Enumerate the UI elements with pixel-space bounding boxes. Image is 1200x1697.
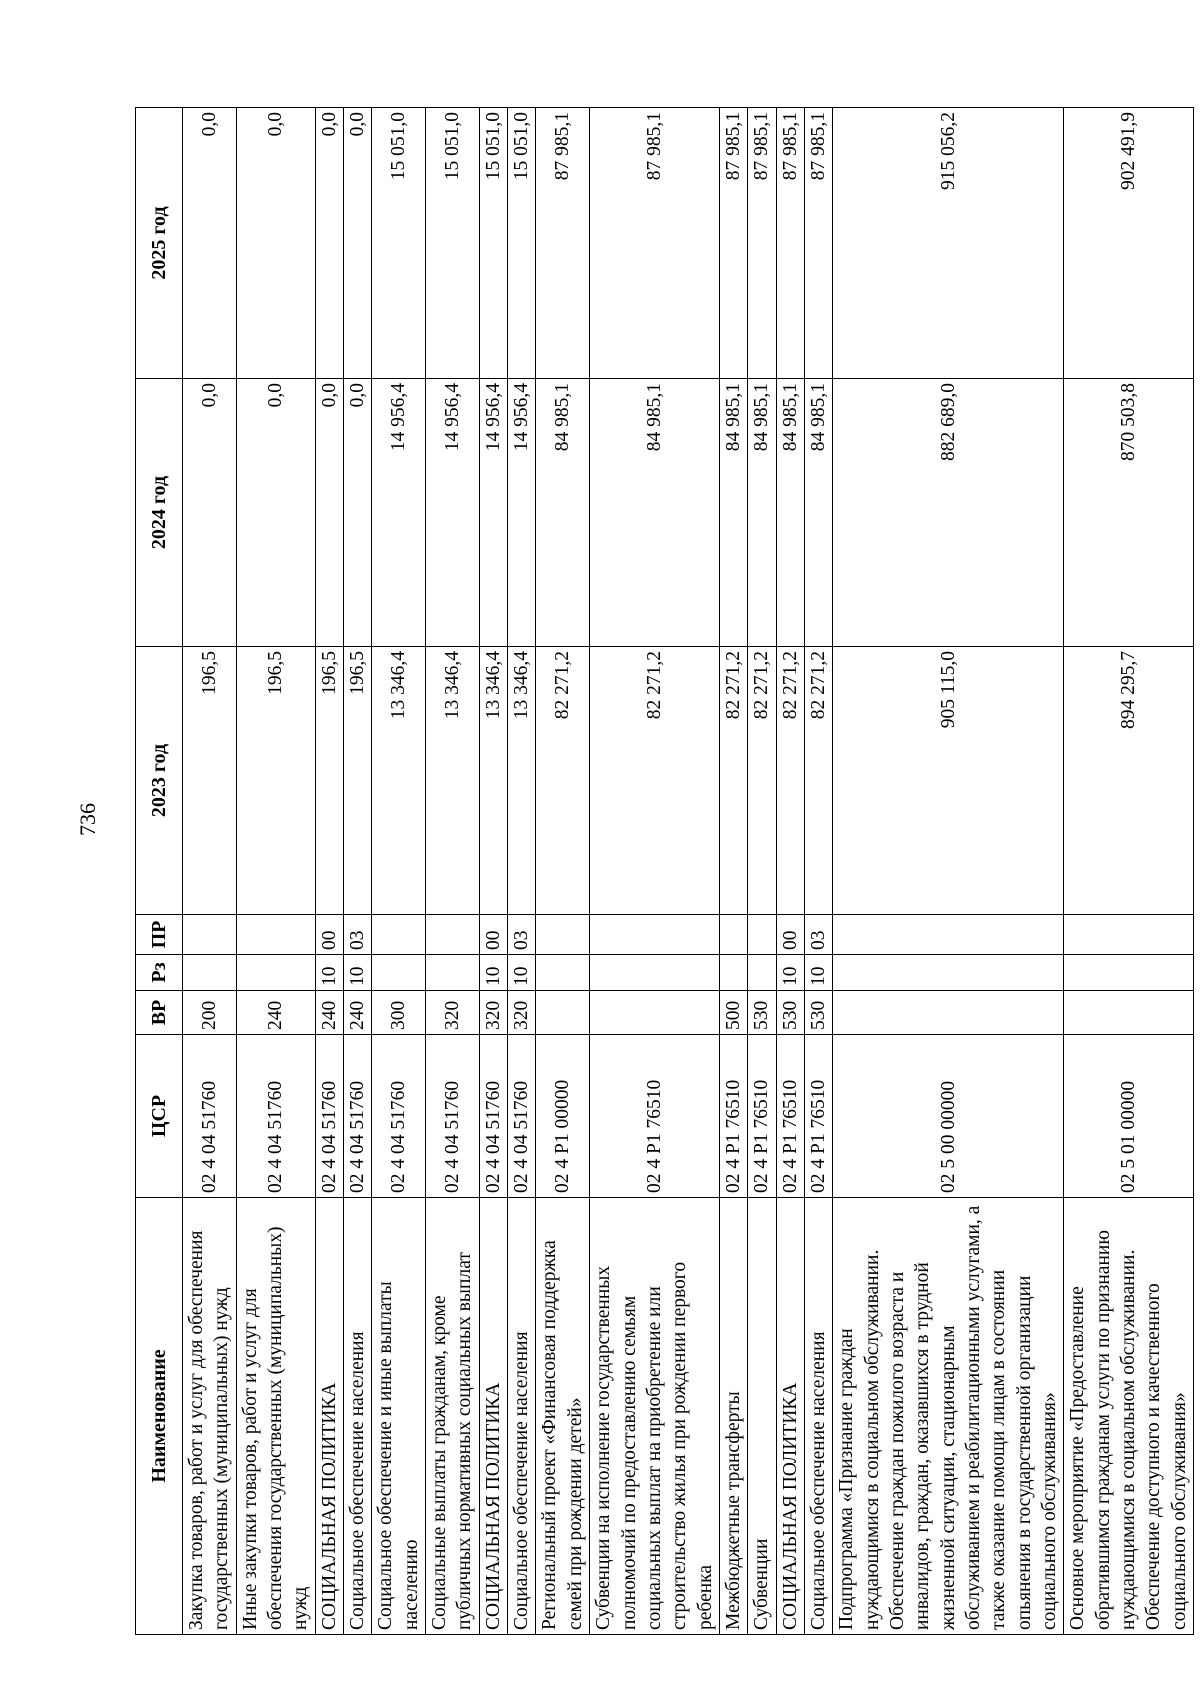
column-pr-header: ПР [136,915,183,955]
column-2023-header: 2023 год [136,647,183,915]
table-row [719,108,747,1635]
value-2023: 82 271,2 [536,647,590,915]
table-body [183,108,1194,1635]
value-2025: 87 985,1 [536,108,590,379]
row-csr: 02 4 Р1 76510 [590,1035,720,1198]
value-2023: 905 115,0 [833,647,1064,915]
value-2024: 84 985,1 [776,379,804,647]
row-pr [183,915,237,955]
row-name: Подпрограмма «Признание граждан нуждающимися в социальном обслуживании. Обеспечение граждан пожилого возраста и инвалидов, граждан, оказавшихся в трудной жизненной ситуации, стационарным обслуживанием и реабилитационными услугами, а также оказание помощи лицам в состоянии опьянения в государственной организации социального обслуживания» [833,1198,1064,1635]
row-csr: 02 4 Р1 76510 [719,1035,747,1198]
value-2024: 84 985,1 [748,379,776,647]
value-2025: 87 985,1 [776,108,804,379]
row-rz [1064,955,1194,991]
value-2024: 84 985,1 [719,379,747,647]
value-2024: 882 689,0 [833,379,1064,647]
table-row [479,108,507,1635]
row-vr: 530 [804,991,832,1035]
row-name: Основное мероприятие «Предоставление обратившимся гражданам услуги по признанию нуждающимися в социальном обслуживании. Обеспечение доступного и качественного социального обслуживания» [1064,1198,1194,1635]
value-2024: 84 985,1 [590,379,720,647]
table-row [315,108,343,1635]
row-csr: 02 4 04 51760 [315,1035,343,1198]
table-row [183,108,237,1635]
column-2025-header: 2025 год [136,108,183,379]
value-2024: 14 956,4 [372,379,426,647]
value-2023: 894 295,7 [1064,647,1194,915]
value-2024: 14 956,4 [479,379,507,647]
value-2024: 14 956,4 [508,379,536,647]
column-name-header: Наименование [136,1198,183,1635]
row-vr [590,991,720,1035]
row-name: Социальное обеспечение населения [344,1198,372,1635]
row-csr: 02 4 04 51760 [426,1035,480,1198]
value-2023: 196,5 [236,647,315,915]
row-rz [183,955,237,991]
value-2025: 915 056,2 [833,108,1064,379]
row-name: Субвенции на исполнение государственных полномочий по предоставлению семьям социальных выплат на приобретение или строительство жилья при рождении первого ребенка [590,1198,720,1635]
row-vr: 200 [183,991,237,1035]
row-rz: 10 [344,955,372,991]
table-row [236,108,315,1635]
row-name: Межбюджетные трансферты [719,1198,747,1635]
row-vr: 320 [426,991,480,1035]
row-name: СОЦИАЛЬНАЯ ПОЛИТИКА [776,1198,804,1635]
value-2025: 15 051,0 [479,108,507,379]
row-pr [833,915,1064,955]
row-vr: 300 [372,991,426,1035]
value-2025: 902 491,9 [1064,108,1194,379]
row-csr: 02 4 Р1 76510 [776,1035,804,1198]
row-rz [719,955,747,991]
row-name: Социальное обеспечение населения [804,1198,832,1635]
row-vr: 320 [508,991,536,1035]
value-2023: 82 271,2 [590,647,720,915]
row-rz: 10 [479,955,507,991]
row-pr: 00 [315,915,343,955]
value-2024: 84 985,1 [536,379,590,647]
table-row [344,108,372,1635]
table-row [426,108,480,1635]
table-row [833,108,1064,1635]
value-2023: 13 346,4 [508,647,536,915]
value-2023: 196,5 [315,647,343,915]
page-number: 736 [75,803,100,836]
row-vr: 500 [719,991,747,1035]
value-2023: 82 271,2 [748,647,776,915]
row-vr: 320 [479,991,507,1035]
row-csr: 02 4 04 51760 [372,1035,426,1198]
row-vr: 530 [748,991,776,1035]
value-2025: 0,0 [315,108,343,379]
table-row [508,108,536,1635]
row-pr: 00 [776,915,804,955]
budget-table [135,107,1194,1635]
row-rz [590,955,720,991]
row-csr: 02 5 00 00000 [833,1035,1064,1198]
row-pr [1064,915,1194,955]
table-row [776,108,804,1635]
column-vr-header: ВР [136,991,183,1035]
row-rz [236,955,315,991]
row-rz [426,955,480,991]
row-csr: 02 4 Р1 00000 [536,1035,590,1198]
row-name: Региональный проект «Финансовая поддержка семей при рождении детей» [536,1198,590,1635]
row-rz [372,955,426,991]
row-vr: 530 [776,991,804,1035]
column-rz-header: Рз [136,955,183,991]
value-2024: 0,0 [183,379,237,647]
table-row [804,108,832,1635]
row-name: Иные закупки товаров, работ и услуг для обеспечения государственных (муниципальных) нужд [236,1198,315,1635]
value-2024: 870 503,8 [1064,379,1194,647]
row-pr: 00 [479,915,507,955]
row-name: СОЦИАЛЬНАЯ ПОЛИТИКА [315,1198,343,1635]
row-pr: 03 [804,915,832,955]
row-vr [536,991,590,1035]
value-2025: 15 051,0 [426,108,480,379]
row-vr [833,991,1064,1035]
row-vr [1064,991,1194,1035]
row-vr: 240 [344,991,372,1035]
value-2025: 87 985,1 [719,108,747,379]
row-pr [719,915,747,955]
row-vr: 240 [315,991,343,1035]
value-2025: 15 051,0 [372,108,426,379]
value-2023: 82 271,2 [719,647,747,915]
row-name: Субвенции [748,1198,776,1635]
column-csr-header: ЦСР [136,1035,183,1198]
value-2025: 87 985,1 [748,108,776,379]
value-2023: 82 271,2 [776,647,804,915]
row-csr: 02 4 04 51760 [344,1035,372,1198]
value-2024: 0,0 [344,379,372,647]
value-2023: 13 346,4 [426,647,480,915]
row-csr: 02 4 04 51760 [236,1035,315,1198]
row-name: СОЦИАЛЬНАЯ ПОЛИТИКА [479,1198,507,1635]
header-row [136,108,183,1635]
value-2025: 15 051,0 [508,108,536,379]
value-2023: 82 271,2 [804,647,832,915]
column-2024-header: 2024 год [136,379,183,647]
row-pr [748,915,776,955]
row-name: Социальное обеспечение и иные выплаты населению [372,1198,426,1635]
value-2025: 87 985,1 [590,108,720,379]
value-2025: 0,0 [183,108,237,379]
row-csr: 02 4 04 51760 [508,1035,536,1198]
row-pr: 03 [344,915,372,955]
row-rz: 10 [776,955,804,991]
row-rz [833,955,1064,991]
row-csr: 02 5 01 00000 [1064,1035,1194,1198]
row-pr: 03 [508,915,536,955]
row-vr: 240 [236,991,315,1035]
row-csr: 02 4 04 51760 [183,1035,237,1198]
row-csr: 02 4 Р1 76510 [748,1035,776,1198]
value-2025: 87 985,1 [804,108,832,379]
value-2023: 13 346,4 [479,647,507,915]
value-2025: 0,0 [344,108,372,379]
row-name: Социальные выплаты гражданам, кроме публичных нормативных социальных выплат [426,1198,480,1635]
row-pr [236,915,315,955]
rotated-table-wrapper [135,108,1190,1635]
value-2024: 0,0 [236,379,315,647]
table-row [748,108,776,1635]
row-rz [536,955,590,991]
value-2025: 0,0 [236,108,315,379]
value-2024: 84 985,1 [804,379,832,647]
table-header [136,108,183,1635]
row-pr [536,915,590,955]
row-rz [748,955,776,991]
row-csr: 02 4 04 51760 [479,1035,507,1198]
table-row [1064,108,1194,1635]
row-rz: 10 [508,955,536,991]
value-2024: 14 956,4 [426,379,480,647]
row-name: Социальное обеспечение населения [508,1198,536,1635]
value-2023: 196,5 [183,647,237,915]
row-name: Закупка товаров, работ и услуг для обеспечения государственных (муниципальных) нужд [183,1198,237,1635]
value-2023: 196,5 [344,647,372,915]
table-row [372,108,426,1635]
row-rz: 10 [804,955,832,991]
value-2024: 0,0 [315,379,343,647]
row-pr [426,915,480,955]
row-csr: 02 4 Р1 76510 [804,1035,832,1198]
table-row [536,108,590,1635]
row-pr [372,915,426,955]
table-row [590,108,720,1635]
row-rz: 10 [315,955,343,991]
value-2023: 13 346,4 [372,647,426,915]
row-pr [590,915,720,955]
